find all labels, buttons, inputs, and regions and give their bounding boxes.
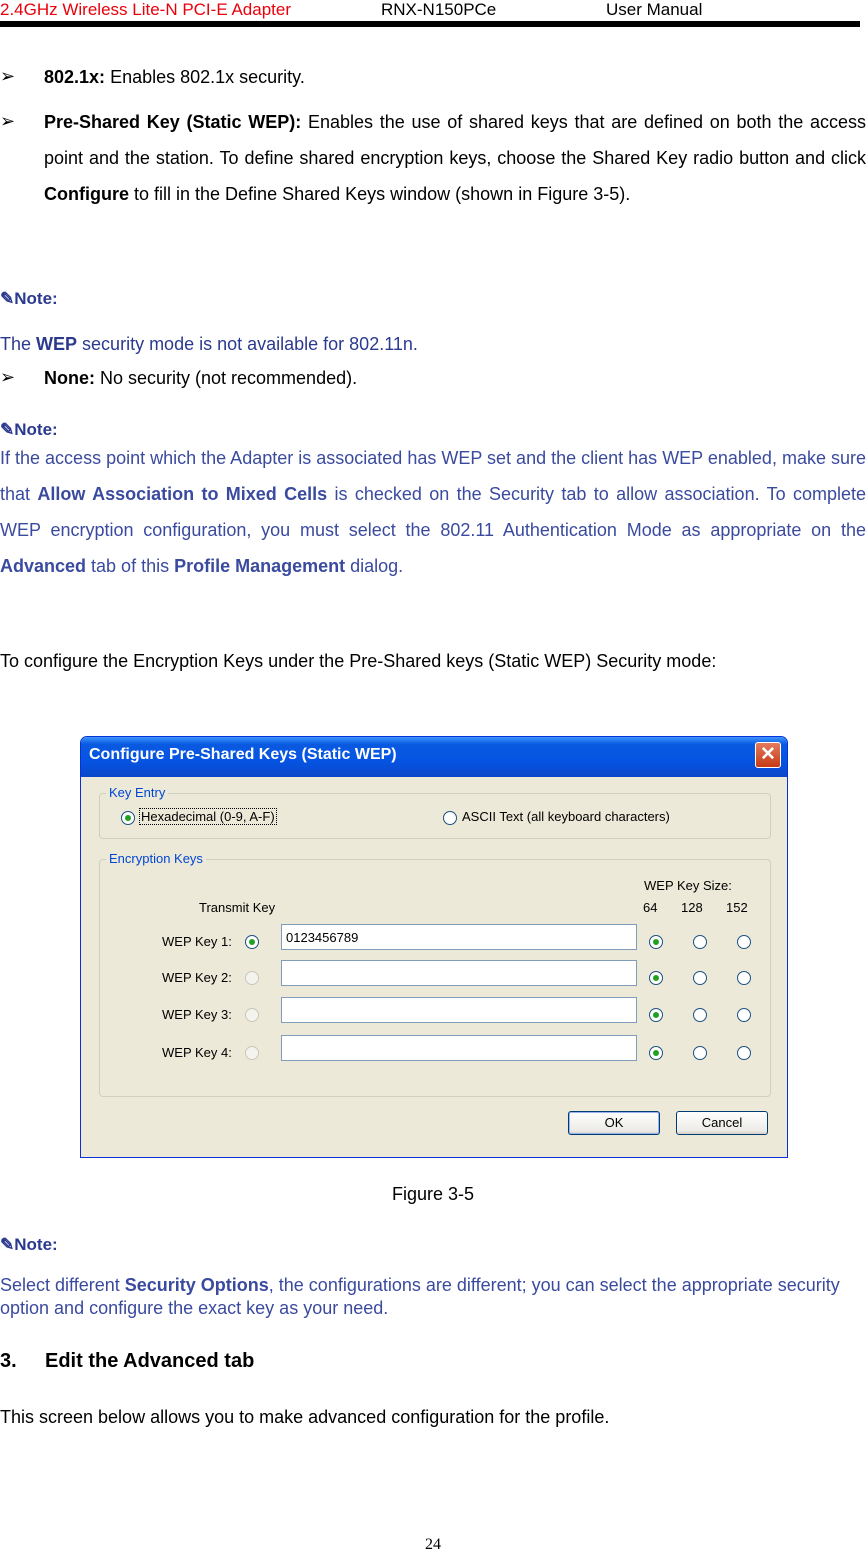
- wep-key-2-input[interactable]: [281, 960, 637, 986]
- transmit-key-3-radio[interactable]: [245, 1008, 259, 1022]
- key-entry-group: [99, 785, 771, 839]
- wep-term: WEP: [36, 334, 78, 354]
- encryption-keys-legend: Encryption Keys: [106, 851, 206, 866]
- key-4-size-152-radio[interactable]: [737, 1046, 751, 1060]
- dialog-title: Configure Pre-Shared Keys (Static WEP): [89, 746, 397, 763]
- ascii-radio[interactable]: [443, 811, 457, 825]
- note-label: ✎Note:: [0, 420, 58, 439]
- key-1-size-64-radio[interactable]: [649, 935, 663, 949]
- wep-key-1-label: WEP Key 1:: [162, 934, 232, 949]
- note-text: If the access point which the Adapter is associated has WEP set and the client has WEP enabled, make sure that: [0, 448, 866, 504]
- key-entry-legend: Key Entry: [106, 785, 168, 800]
- wep-key-3-input[interactable]: [281, 997, 637, 1023]
- transmit-key-label: Transmit Key: [199, 900, 276, 915]
- cancel-button[interactable]: Cancel: [676, 1111, 768, 1135]
- page-number: 24: [425, 1536, 441, 1552]
- wep-key-1-input[interactable]: [281, 924, 637, 950]
- wep-key-3-label: WEP Key 3:: [162, 1007, 232, 1022]
- security-options-term: Security Options: [124, 1275, 269, 1295]
- key-1-size-152-radio[interactable]: [737, 935, 751, 949]
- wep-key-4-label: WEP Key 4:: [162, 1045, 232, 1060]
- header-product: 2.4GHz Wireless Lite-N PCI-E Adapter: [0, 0, 291, 19]
- transmit-key-4-radio[interactable]: [245, 1046, 259, 1060]
- size-152-header: 152: [726, 900, 748, 915]
- intro-text: To configure the Encryption Keys under the Pre-Shared keys (Static WEP) Security mode:: [0, 651, 717, 671]
- advanced-term: Advanced: [0, 556, 87, 576]
- note-text: tab of this: [86, 556, 175, 576]
- note-text: Select different: [0, 1275, 125, 1295]
- profile-management-term: Profile Management: [174, 556, 346, 576]
- hex-radio[interactable]: [121, 811, 135, 825]
- wep-key-4-input[interactable]: [281, 1035, 637, 1061]
- header-doc-type: User Manual: [606, 0, 703, 19]
- note-text: , the configurations are different; you can select the appropriate security option and configure the exact key as your need.: [0, 1275, 840, 1318]
- ascii-label: ASCII Text (all keyboard characters): [462, 809, 670, 824]
- size-128-header: 128: [681, 900, 703, 915]
- transmit-key-1-radio[interactable]: [245, 935, 259, 949]
- key-4-size-128-radio[interactable]: [693, 1046, 707, 1060]
- size-64-header: 64: [643, 900, 658, 915]
- configure-keys-dialog: [80, 736, 788, 1158]
- bullet-text: No security (not recommended).: [95, 368, 358, 388]
- bullet-term: 802.1x:: [44, 67, 106, 87]
- transmit-key-2-radio[interactable]: [245, 971, 259, 985]
- section-text: This screen below allows you to make advanced configuration for the profile.: [0, 1407, 610, 1427]
- key-4-size-64-radio[interactable]: [649, 1046, 663, 1060]
- key-2-size-128-radio[interactable]: [693, 971, 707, 985]
- ok-button[interactable]: OK: [568, 1111, 660, 1135]
- note-text: is checked on the Security tab to allow association. To complete WEP encryption configuration, you must select the 802.11 Authentication Mode as appropriate on the: [0, 484, 866, 540]
- key-2-size-64-radio[interactable]: [649, 971, 663, 985]
- section-number: 3.: [0, 1350, 17, 1372]
- allow-association-term: Allow Association to Mixed Cells: [37, 484, 328, 504]
- note-text: The: [0, 334, 37, 354]
- dialog-title-bar: [81, 737, 787, 777]
- arrow-bullet-icon: ➢: [0, 111, 16, 131]
- header-rule: [0, 21, 860, 27]
- bullet-term: Pre-Shared Key (Static WEP):: [44, 112, 302, 132]
- header-model: RNX-N150PCe: [381, 0, 497, 19]
- note-label: ✎Note:: [0, 289, 58, 308]
- bullet-text: Enables the use of shared keys that are defined on both the access point and the station. To define shared encryption keys, choose the Shared Key radio button and click: [44, 112, 866, 168]
- key-3-size-128-radio[interactable]: [693, 1008, 707, 1022]
- note-text: dialog.: [345, 556, 404, 576]
- note-wep-text: [0, 334, 866, 355]
- note-label: ✎Note:: [0, 1235, 58, 1254]
- wep-key-size-label: WEP Key Size:: [644, 878, 732, 893]
- section-title: Edit the Advanced tab: [45, 1350, 255, 1372]
- encryption-keys-group: [99, 851, 771, 1097]
- arrow-bullet-icon: ➢: [0, 66, 16, 86]
- hex-label: Hexadecimal (0-9, A-F): [141, 809, 275, 824]
- note-security-options-text: [0, 1274, 866, 1320]
- key-1-size-128-radio[interactable]: [693, 935, 707, 949]
- close-icon[interactable]: ✕: [755, 742, 781, 768]
- bullet-term: None:: [44, 368, 95, 388]
- figure-caption: Figure 3-5: [391, 1184, 475, 1204]
- key-2-size-152-radio[interactable]: [737, 971, 751, 985]
- key-3-size-64-radio[interactable]: [649, 1008, 663, 1022]
- dialog-body: [84, 777, 784, 1154]
- wep-key-2-label: WEP Key 2:: [162, 970, 232, 985]
- note-text: security mode is not available for 802.11n.: [77, 334, 418, 354]
- arrow-bullet-icon: ➢: [0, 367, 16, 387]
- page-header: [0, 0, 866, 30]
- bullet-text: to fill in the Define Shared Keys window (shown in Figure 3-5).: [129, 184, 631, 204]
- note-mixed-cells-text: [0, 440, 866, 584]
- configure-term: Configure: [44, 184, 129, 204]
- key-3-size-152-radio[interactable]: [737, 1008, 751, 1022]
- bullet-text: Enables 802.1x security.: [105, 67, 305, 87]
